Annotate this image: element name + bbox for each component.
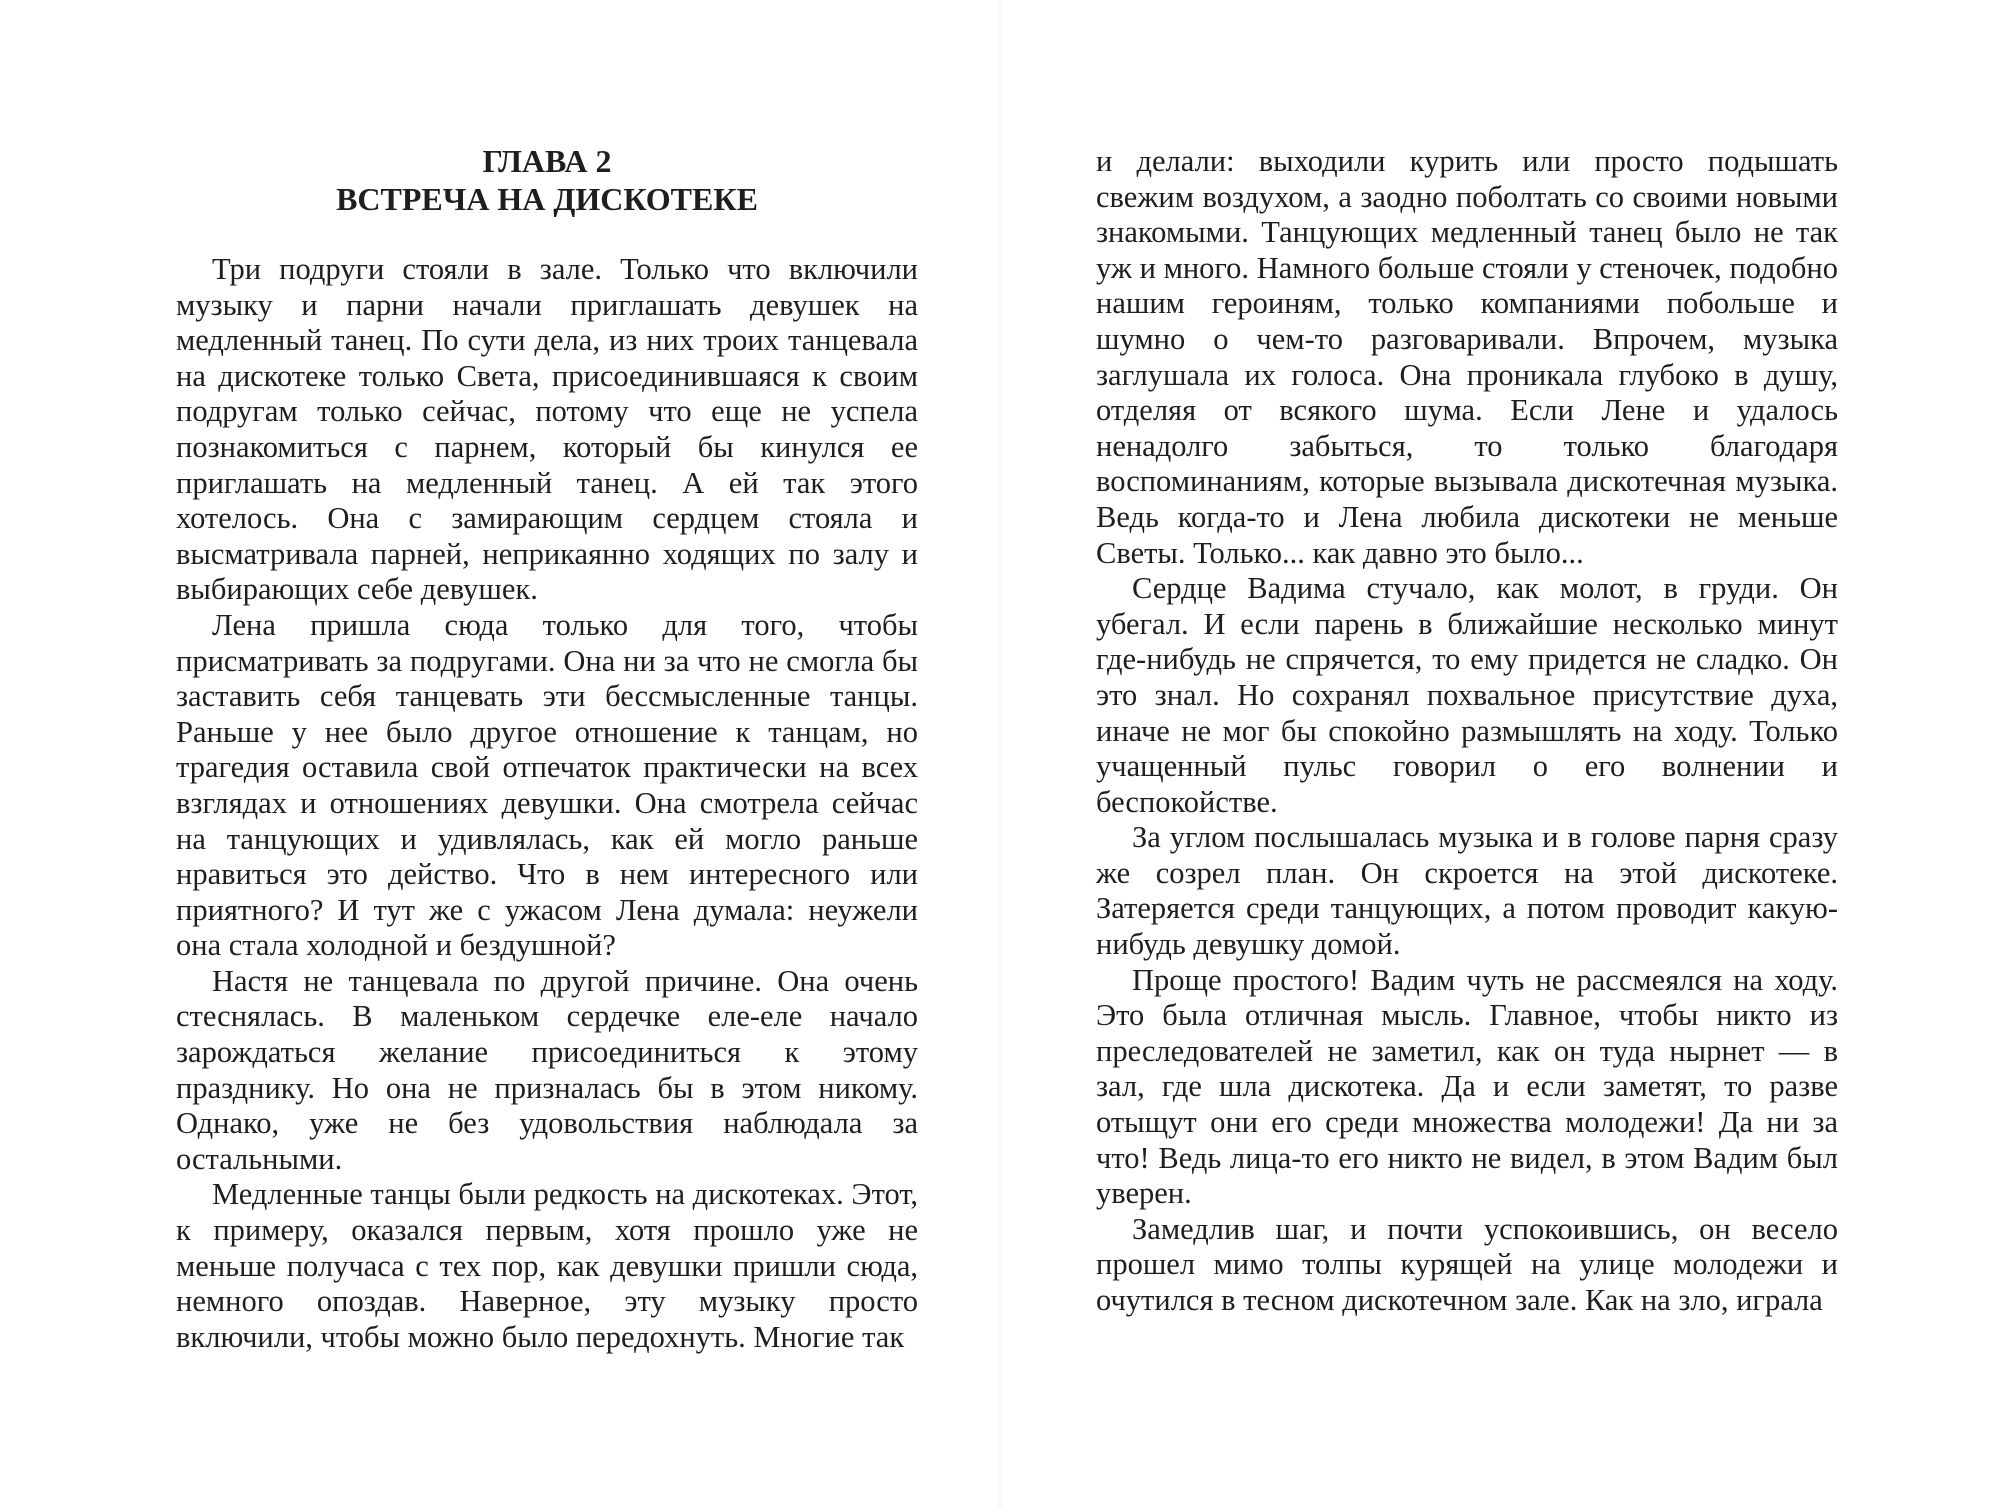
- paragraph: Проще простого! Вадим чуть не рассмеялся на ходу. Это была отличная мысль. Главное, чтобы никто из преследователей не заметил, как он туда нырнет — в зал, где шла дискотека. Да и если заметят, то разве отыщут они его среди множества молодежи! Да ни за что! Ведь лица-то его никто не видел, в этом Вадим был уверен.: [1096, 962, 1838, 1211]
- paragraph: Медленные танцы были редкость на дискотеках. Этот, к примеру, оказался первым, хотя прошло уже не меньше получаса с тех пор, как девушки пришли сюда, немного опоздав. Наверное, эту музыку просто включили, чтобы можно было передохнуть. Многие так: [176, 1177, 918, 1354]
- paragraph: Замедлив шаг, и почти успокоившись, он весело прошел мимо толпы курящей на улице молодежи и очутился в тесном дискотечном зале. Как на зло, играла: [1096, 1211, 1838, 1317]
- continued-paragraph: и делали: выходили курить или просто подышать свежим воздухом, а заодно поболтать со своими новыми знакомыми. Танцующих медленный танец было не так уж и много. Намного больше стояли у стеночек, подобно нашим героиням, только компаниями побольше и шумно о чем-то разговаривали. Впрочем, музыка заглушала их голоса. Она проникала глубоко в душу, отделяя от всякого шума. Если Лене и удалось ненадолго забыться, то только благодаря воспоминаниям, которые вызывала дискотечная музыка. Ведь когда-то и Лена любила дискотеки не меньше Светы. Только... как давно это было...: [1096, 144, 1838, 570]
- right-page: [1000, 0, 2000, 1509]
- right-text-column: [1096, 144, 1838, 1319]
- chapter-heading: [176, 142, 918, 218]
- paragraph: Лена пришла сюда только для того, чтобы присматривать за подругами. Она ни за что не смогла бы заставить себя танцевать эти бессмысленные танцы. Раньше у нее было другое отношение к танцам, но трагедия оставила свой отпечаток практически на всех взглядах и отношениях девушки. Она смотрела сейчас на танцующих и удивлялась, как ей могло раньше нравиться это действо. Что в нем интересного или приятного? И тут же с ужасом Лена думала: неужели она стала холодной и бездушной?: [176, 607, 918, 963]
- paragraph: Три подруги стояли в зале. Только что включили музыку и парни начали приглашать девушек на медленный танец. По сути дела, из них троих танцевала на дискотеке только Света, присоединившаяся к своим подругам только сейчас, потому что еще не успела познакомиться с парнем, который бы кинулся ее приглашать на медленный танец. А ей так этого хотелось. Она с замирающим сердцем стояла и высматривала парней, неприкаянно ходящих по залу и выбирающих себе девушек.: [176, 252, 918, 607]
- chapter-title: ВСТРЕЧА НА ДИСКОТЕКЕ: [336, 181, 758, 217]
- chapter-number: ГЛАВА 2: [482, 143, 612, 179]
- paragraph: Настя не танцевала по другой причине. Она очень стеснялась. В маленьком сердечке еле-еле начало зарождаться желание присоединиться к этому празднику. Но она не призналась бы в этом никому. Однако, уже не без удовольствия наблюдала за остальными.: [176, 963, 918, 1176]
- paragraph: За углом послышалась музыка и в голове парня сразу же созрел план. Он скроется на этой дискотеке. Затеряется среди танцующих, а потом проводит какую-нибудь девушку домой.: [1096, 820, 1838, 962]
- paragraph: Сердце Вадима стучало, как молот, в груди. Он убегал. И если парень в ближайшие несколько минут где-нибудь не спрячется, то ему придется не сладко. Он это знал. Но сохранял похвальное присутствие духа, иначе не мог бы спокойно размышлять на ходу. Только учащенный пульс говорил о его волнении и беспокойстве.: [1096, 571, 1838, 819]
- left-text-column: [176, 142, 918, 1355]
